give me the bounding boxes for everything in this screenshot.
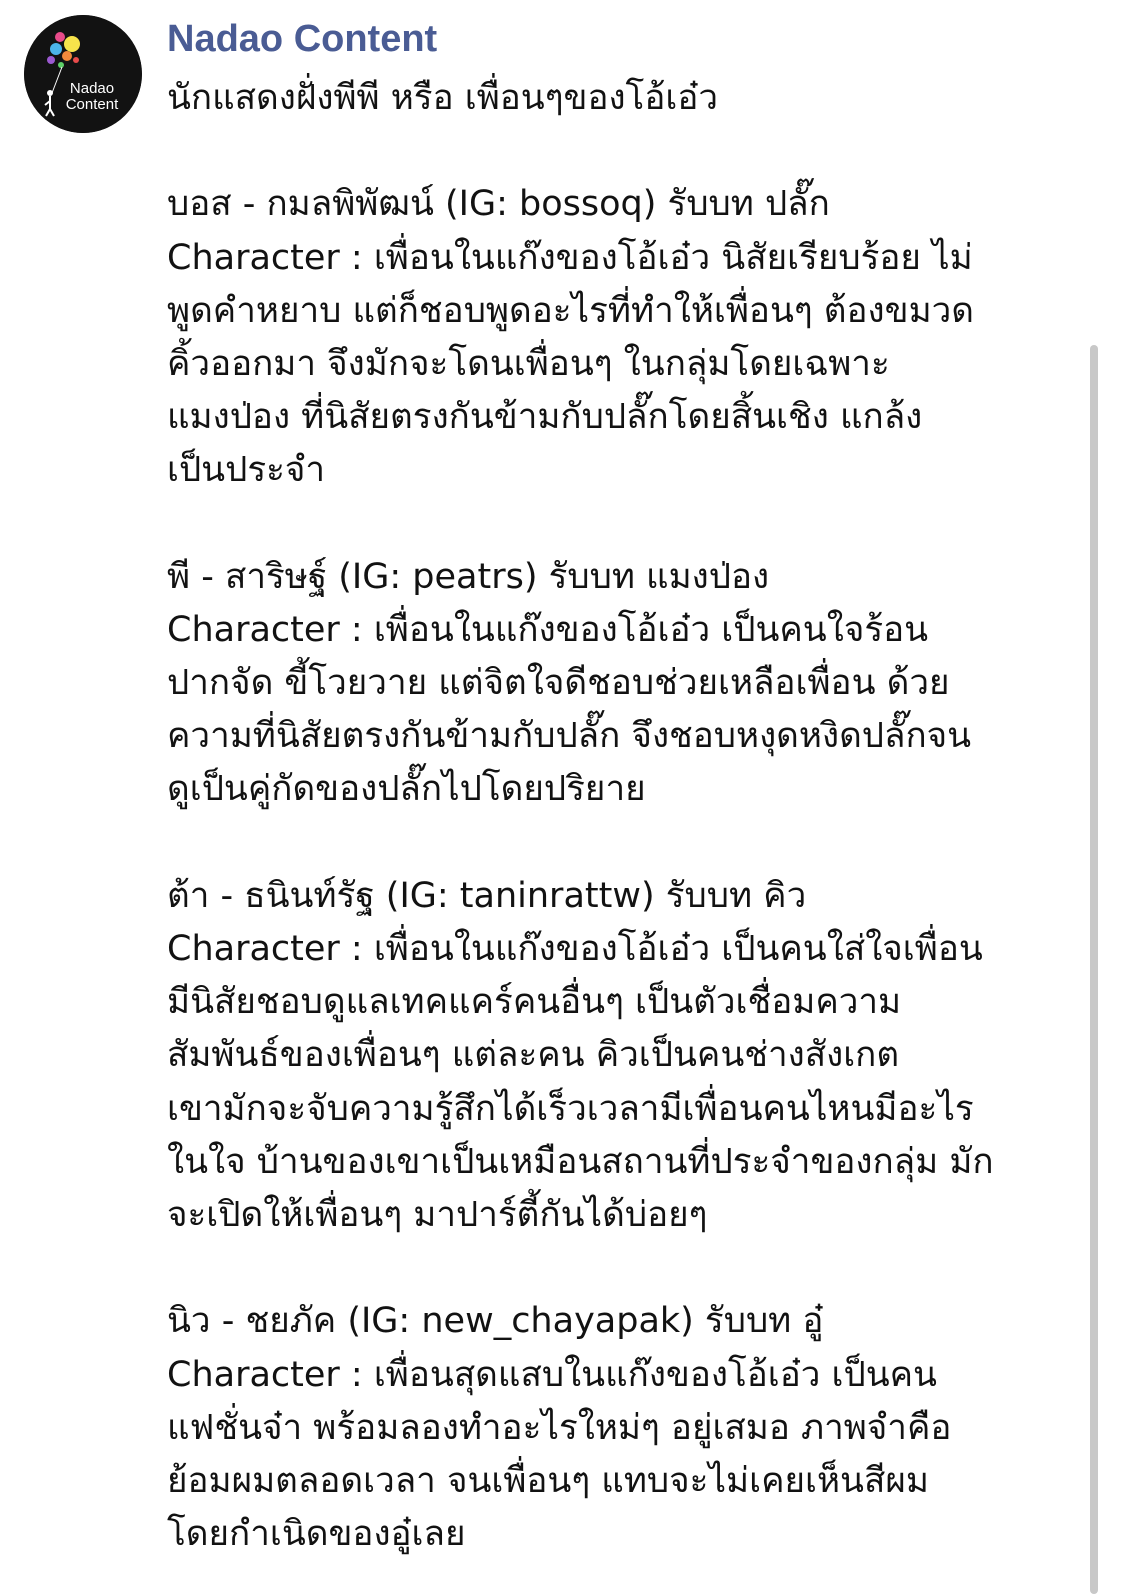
- character-line: Character : เพื่อนในแก๊งของโอ้เอ๋ว เป็นคนใส่ใจเพื่อน: [167, 929, 983, 969]
- character-line: Character : เพื่อนสุดแสบในแก๊งของโอ้เอ๋ว เป็นคน: [167, 1354, 937, 1395]
- character-line: พูดคำหยาบ แต่ก็ชอบพูดอะไรที่ทำให้เพื่อนๆ ต้องขมวด: [167, 290, 975, 331]
- character-title: ต้า - ธนินท์รัฐ (IG: taninrattw) รับบท คิว: [167, 875, 807, 916]
- paragraph-gap: [167, 498, 1087, 551]
- avatar-label-line1: Nadao: [69, 80, 115, 97]
- character-block: [167, 178, 1087, 497]
- character-line: Character : เพื่อนในแก๊งของโอ้เอ๋ว นิสัยเรียบร้อย ไม่: [167, 237, 973, 278]
- character-block: [167, 551, 1087, 817]
- character-line: มีนิสัยชอบดูแลเทคแคร์คนอื่นๆ เป็นตัวเชื่อมความ: [167, 982, 902, 1023]
- character-line: คิ้วออกมา จึงมักจะโดนเพื่อนๆ ในกลุ่มโดยเฉพาะ: [167, 343, 890, 384]
- character-line: เป็นประจำ: [167, 450, 326, 491]
- character-line: แฟชั่นจ๋า พร้อมลองทำอะไรใหม่ๆ อยู่เสมอ ภาพจำคือ: [167, 1407, 952, 1448]
- paragraph-gap: [167, 1242, 1087, 1295]
- character-line: จะเปิดให้เพื่อนๆ มาปาร์ตี้กันได้บ่อยๆ: [167, 1194, 708, 1235]
- avatar-label-line2: Content: [65, 96, 119, 113]
- post-body: [167, 72, 1087, 1561]
- character-line: ปากจัด ขี้โวยวาย แต่จิตใจดีชอบช่วยเหลือเพื่อน ด้วย: [167, 663, 950, 704]
- avatar-label: [62, 81, 122, 113]
- character-block: [167, 1295, 1087, 1561]
- character-title: บอส - กมลพิพัฒน์ (IG: bossoq) รับบท ปลั๊ก: [167, 184, 830, 225]
- paragraph-gap: [167, 817, 1087, 870]
- character-line: สัมพันธ์ของเพื่อนๆ แต่ละคน คิวเป็นคนช่างสังเกต: [167, 1035, 900, 1076]
- character-line: โดยกำเนิดของอู๋เลย: [167, 1514, 466, 1555]
- character-line: แมงป่อง ที่นิสัยตรงกันข้ามกับปลั๊กโดยสิ้นเชิง แกล้ง: [167, 397, 923, 438]
- page-avatar[interactable]: [24, 15, 142, 133]
- character-line: เขามักจะจับความรู้สึกได้เร็วเวลามีเพื่อนคนไหนมีอะไร: [167, 1088, 974, 1129]
- post-intro: นักแสดงฝั่งพีพี หรือ เพื่อนๆของโอ้เอ๋ว: [167, 78, 719, 118]
- character-line: Character : เพื่อนในแก๊งของโอ้เอ๋ว เป็นคนใจร้อน: [167, 609, 929, 650]
- paragraph-gap: [167, 125, 1087, 178]
- character-line: ย้อมผมตลอดเวลา จนเพื่อนๆ แทบจะไม่เคยเห็นสีผม: [167, 1460, 929, 1501]
- character-title: นิว - ชยภัค (IG: new_chayapak) รับบท อู๋: [167, 1301, 824, 1342]
- character-title: พี - สาริษฐ์ (IG: peatrs) รับบท แมงป่อง: [167, 556, 770, 597]
- page-name-link[interactable]: Nadao Content: [167, 18, 438, 60]
- character-line: ดูเป็นคู่กัดของปลั๊กไปโดยปริยาย: [167, 769, 646, 810]
- character-line: ในใจ บ้านของเขาเป็นเหมือนสถานที่ประจำของกลุ่ม มัก: [167, 1141, 994, 1182]
- nadao-content-logo-icon: [24, 15, 142, 133]
- vertical-scrollbar[interactable]: [1090, 345, 1098, 1594]
- character-line: ความที่นิสัยตรงกันข้ามกับปลั๊ก จึงชอบหงุดหงิดปลั๊กจน: [167, 716, 972, 757]
- character-block: [167, 870, 1087, 1242]
